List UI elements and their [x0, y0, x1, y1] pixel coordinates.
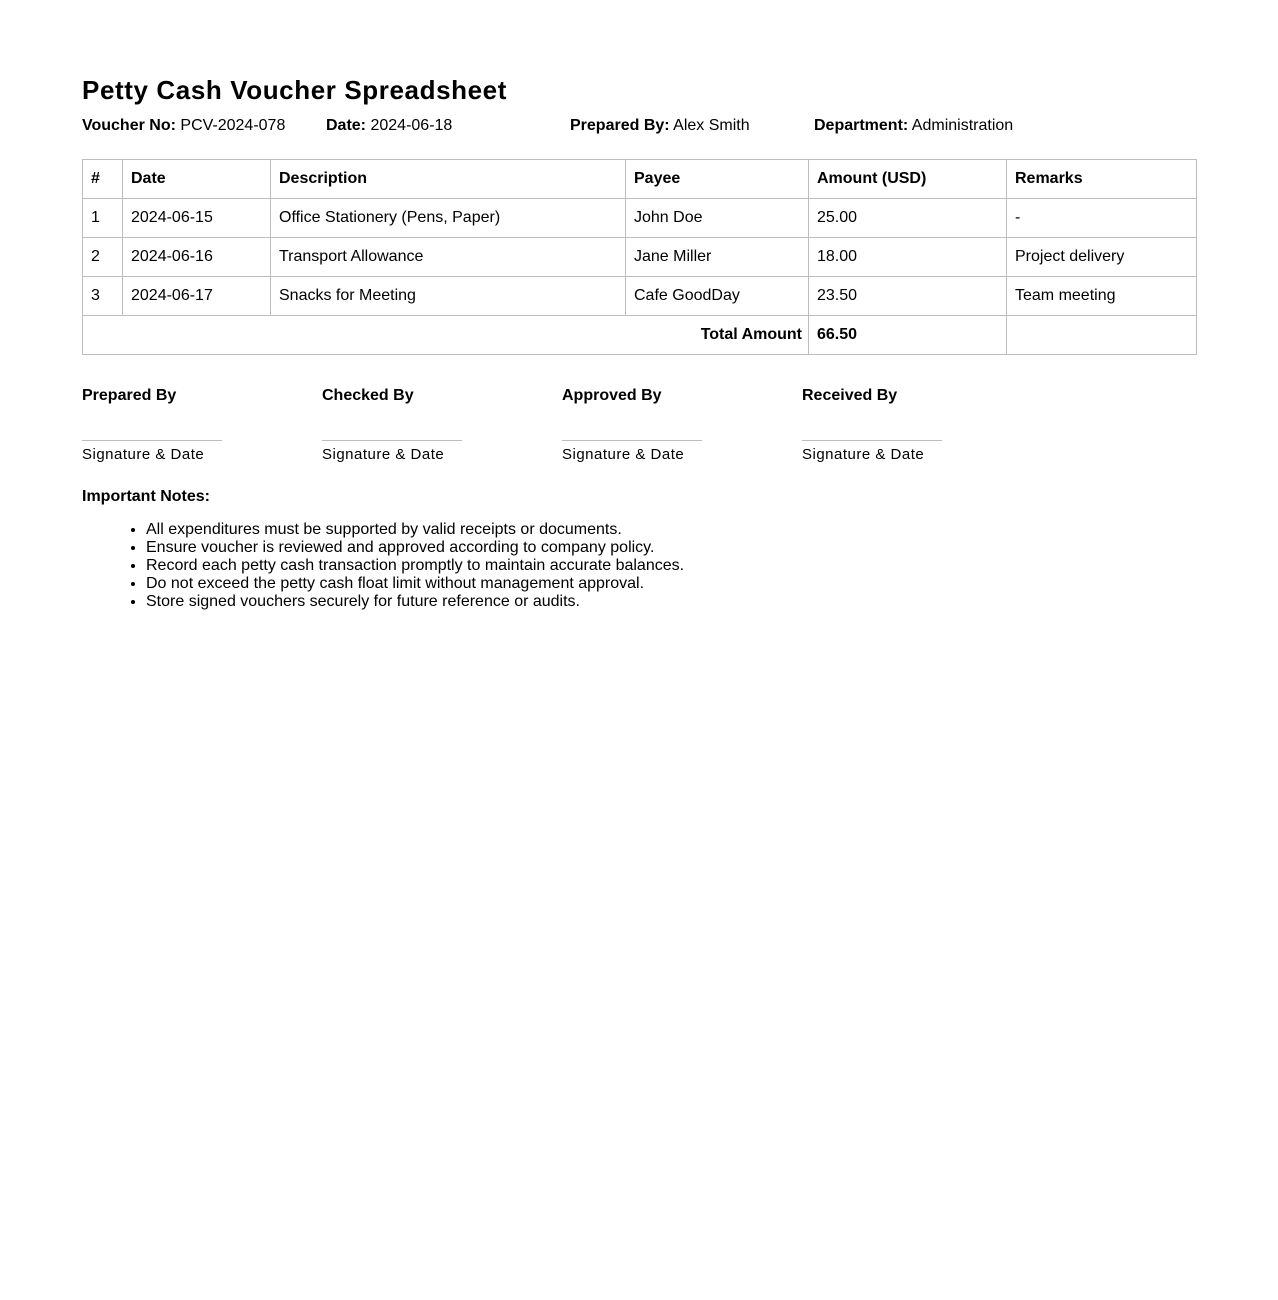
- important-notes: [82, 487, 1196, 611]
- signature-caption: Signature & Date: [802, 446, 925, 463]
- column-header-description: Description: [271, 160, 626, 199]
- signature-block-prepared: [82, 386, 282, 463]
- cell-number: 1: [83, 199, 123, 238]
- column-header-remarks: Remarks: [1007, 160, 1197, 199]
- cell-amount: 25.00: [809, 199, 1007, 238]
- cell-description: Snacks for Meeting: [271, 277, 626, 316]
- cell-number: 2: [83, 238, 123, 277]
- list-item: • Do not exceed the petty cash float limit without management approval.: [146, 575, 1196, 593]
- total-row: [83, 316, 1197, 355]
- cell-amount: 23.50: [809, 277, 1007, 316]
- total-remarks-empty: [1007, 316, 1197, 355]
- signature-block-approved: [562, 386, 762, 463]
- voucher-date: [326, 116, 452, 136]
- cell-remarks: Team meeting: [1007, 277, 1197, 316]
- column-header-amount: Amount (USD): [809, 160, 1007, 199]
- cell-description: Office Stationery (Pens, Paper): [271, 199, 626, 238]
- prepared-by: [570, 116, 750, 136]
- signature-line: [802, 440, 942, 441]
- signature-block-checked: [322, 386, 522, 463]
- column-header-date: Date: [123, 160, 271, 199]
- cell-date: 2024-06-16: [123, 238, 271, 277]
- department-value: Administration: [911, 117, 1014, 134]
- department-label: Department:: [814, 117, 909, 134]
- voucher-number-label: Voucher No:: [82, 117, 176, 134]
- signature-title: Approved By: [562, 387, 662, 404]
- prepared-by-label: Prepared By:: [570, 117, 670, 134]
- total-amount-value: 66.50: [809, 316, 1007, 355]
- table-header-row: [83, 160, 1197, 199]
- list-item: • Ensure voucher is reviewed and approved according to company policy.: [146, 539, 1196, 557]
- signature-caption: Signature & Date: [562, 446, 685, 463]
- department: [814, 116, 1013, 136]
- table-row: [83, 199, 1197, 238]
- expense-table: [82, 159, 1197, 355]
- voucher-date-value: 2024-06-18: [370, 117, 453, 134]
- notes-list: [82, 521, 1196, 611]
- voucher-meta: [82, 116, 1196, 136]
- signature-line: [82, 440, 222, 441]
- cell-description: Transport Allowance: [271, 238, 626, 277]
- table-row: [83, 238, 1197, 277]
- column-header-number: #: [83, 160, 123, 199]
- column-header-payee: Payee: [626, 160, 809, 199]
- signature-caption: Signature & Date: [82, 446, 205, 463]
- voucher-date-label: Date:: [326, 117, 367, 134]
- voucher-number: [82, 116, 285, 136]
- cell-number: 3: [83, 277, 123, 316]
- cell-date: 2024-06-15: [123, 199, 271, 238]
- list-item: • All expenditures must be supported by valid receipts or documents.: [146, 521, 1196, 539]
- cell-payee: John Doe: [626, 199, 809, 238]
- signature-block-received: [802, 386, 1002, 463]
- cell-payee: Cafe GoodDay: [626, 277, 809, 316]
- signature-title: Checked By: [322, 387, 414, 404]
- table-row: [83, 277, 1197, 316]
- total-amount-label: Total Amount: [83, 316, 809, 355]
- cell-remarks: -: [1007, 199, 1197, 238]
- signature-title: Received By: [802, 387, 898, 404]
- notes-title: Important Notes:: [82, 488, 210, 505]
- signature-caption: Signature & Date: [322, 446, 445, 463]
- signature-line: [322, 440, 462, 441]
- signature-title: Prepared By: [82, 387, 177, 404]
- list-item: • Record each petty cash transaction promptly to maintain accurate balances.: [146, 557, 1196, 575]
- page-title: Petty Cash Voucher Spreadsheet: [82, 75, 507, 105]
- cell-remarks: Project delivery: [1007, 238, 1197, 277]
- voucher-number-value: PCV-2024-078: [180, 117, 286, 134]
- prepared-by-value: Alex Smith: [673, 117, 750, 134]
- cell-amount: 18.00: [809, 238, 1007, 277]
- list-item: • Store signed vouchers securely for future reference or audits.: [146, 593, 1196, 611]
- signature-section: [82, 386, 1196, 466]
- cell-date: 2024-06-17: [123, 277, 271, 316]
- cell-payee: Jane Miller: [626, 238, 809, 277]
- signature-line: [562, 440, 702, 441]
